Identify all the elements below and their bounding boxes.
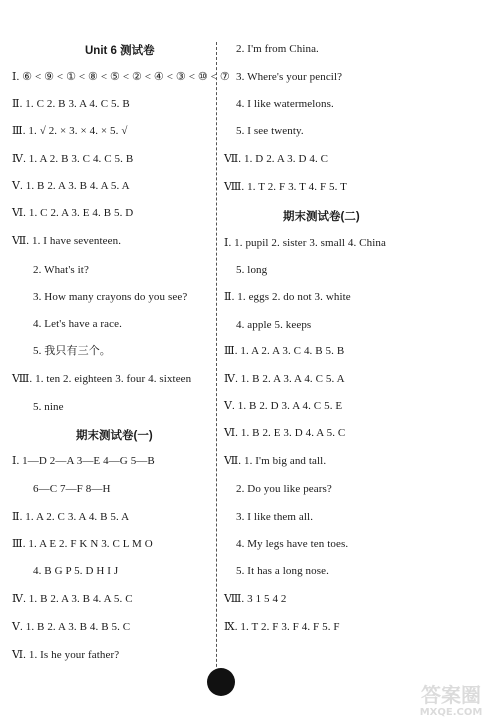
final1-line-7: Ⅴ. 1. B 2. A 3. B 4. B 5. C <box>12 621 131 633</box>
final2-line-9: Ⅶ. 1. I'm big and tall. <box>224 455 327 467</box>
unit6-line-13: 5. nine <box>33 401 64 413</box>
unit6-line-8: 2. What's it? <box>33 264 89 276</box>
final2-line-4: 4. apple 5. keeps <box>236 319 312 331</box>
right-top-line-4: 5. I see twenty. <box>236 125 304 137</box>
final2-line-12: 4. My legs have ten toes. <box>236 538 349 550</box>
unit6-line-1: Ⅰ. ⑥ < ⑨ < ① < ⑧ < ⑤ < ② < ④ < ③ < ⑩ < ⑦ <box>12 71 230 83</box>
final2-line-10: 2. Do you like pears? <box>236 483 332 495</box>
final2-line-3: Ⅱ. 1. eggs 2. do not 3. white <box>224 291 351 303</box>
right-top-line-2: 3. Where's your pencil? <box>236 71 343 83</box>
final2-line-6: Ⅳ. 1. B 2. A 3. A 4. C 5. A <box>224 373 345 385</box>
right-top-line-3: 4. I like watermelons. <box>236 98 334 110</box>
final2-line-1: Ⅰ. 1. pupil 2. sister 3. small 4. China <box>224 237 386 249</box>
final2-line-13: 5. It has a long nose. <box>236 565 329 577</box>
final2-line-14: Ⅷ. 3 1 5 4 2 <box>224 593 287 605</box>
watermark-logo <box>405 680 497 718</box>
watermark-logo-icon <box>405 680 497 718</box>
right-top-line-6: Ⅷ. 1. T 2. F 3. T 4. F 5. T <box>224 181 347 193</box>
final2-line-7: Ⅴ. 1. B 2. D 3. A 4. C 5. E <box>224 400 343 412</box>
unit6-line-2: Ⅱ. 1. C 2. B 3. A 4. C 5. B <box>12 98 130 110</box>
final2-line-11: 3. I like them all. <box>236 511 314 523</box>
final1-line-4: Ⅲ. 1. A E 2. F K N 3. C L M O <box>12 538 153 550</box>
unit6-line-5: Ⅴ. 1. B 2. A 3. B 4. A 5. A <box>12 180 130 192</box>
unit6-line-12: Ⅷ. 1. ten 2. eighteen 3. four 4. sixteen <box>12 373 192 385</box>
final2-line-15: Ⅸ. 1. T 2. F 3. F 4. F 5. F <box>224 621 340 633</box>
unit6-line-10: 4. Let's have a race. <box>33 318 122 330</box>
watermark-url: MXQE.COM <box>419 707 483 718</box>
unit6-line-11: 5. 我只有三个。 <box>33 345 111 357</box>
final1-line-6: Ⅳ. 1. B 2. A 3. B 4. A 5. C <box>12 593 133 605</box>
final2-line-2: 5. long <box>236 264 268 276</box>
right-top-line-5: Ⅶ. 1. D 2. A 3. D 4. C <box>224 153 329 165</box>
final2-line-8: Ⅵ. 1. B 2. E 3. D 4. A 5. C <box>224 427 346 439</box>
final2-line-5: Ⅲ. 1. A 2. A 3. C 4. B 5. B <box>224 345 345 357</box>
final1-title: 期末测试卷(一) <box>76 430 153 442</box>
right-top-line-1: 2. I'm from China. <box>236 43 319 55</box>
unit6-line-9: 3. How many crayons do you see? <box>33 291 188 303</box>
final1-line-8: Ⅵ. 1. Is he your father? <box>12 649 120 661</box>
watermark-text: 答案圈 <box>421 683 481 707</box>
final2-title: 期末测试卷(二) <box>283 211 360 223</box>
unit6-line-7: Ⅶ. 1. I have seventeen. <box>12 235 122 247</box>
column-divider <box>216 42 217 692</box>
unit6-line-4: Ⅳ. 1. A 2. B 3. C 4. C 5. B <box>12 153 134 165</box>
final1-line-3: Ⅱ. 1. A 2. C 3. A 4. B 5. A <box>12 511 130 523</box>
unit6-line-6: Ⅵ. 1. C 2. A 3. E 4. B 5. D <box>12 207 134 219</box>
final1-line-1: Ⅰ. 1—D 2—A 3—E 4—G 5—B <box>12 455 155 467</box>
final1-line-5: 4. B G P 5. D H I J <box>33 565 119 577</box>
final1-line-2: 6—C 7—F 8—H <box>33 483 111 495</box>
page-number-circle-icon <box>207 668 235 696</box>
unit6-title: Unit 6 测试卷 <box>85 45 155 57</box>
unit6-line-3: Ⅲ. 1. √ 2. × 3. × 4. × 5. √ <box>12 125 128 137</box>
